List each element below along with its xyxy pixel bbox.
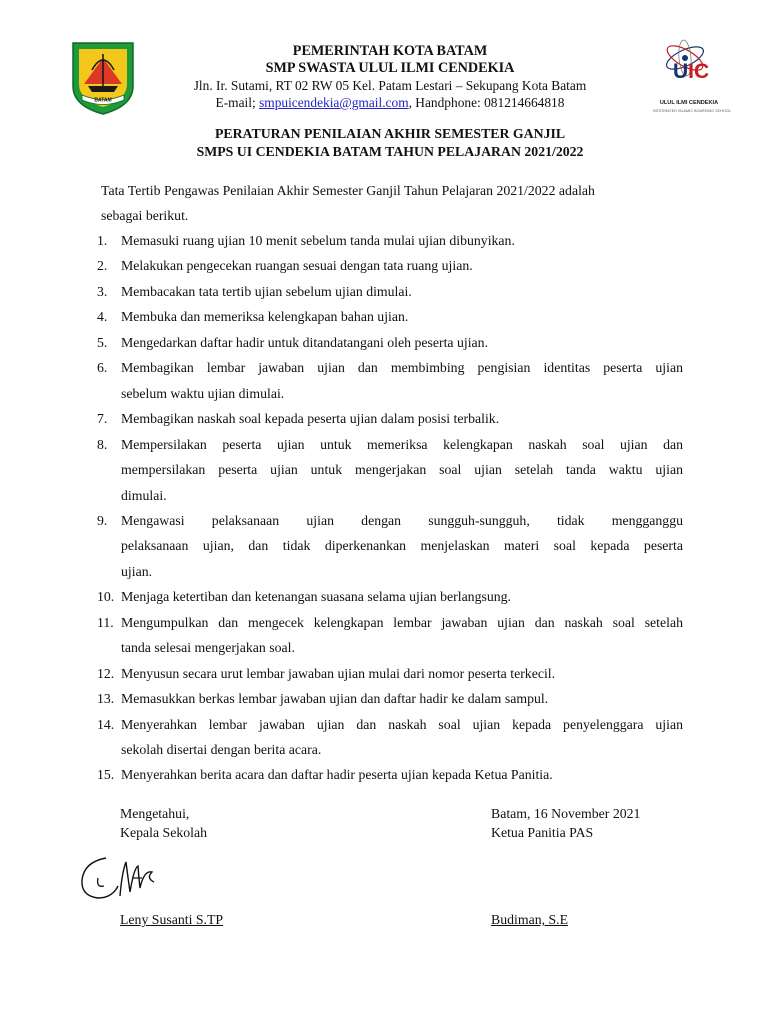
rule-number: 11.: [97, 614, 114, 630]
rule-text: Menyerahkan lembar jawaban ujian dan naskah soal ujian kepada penyelenggara ujian: [121, 716, 683, 732]
rule-number: 5.: [97, 334, 108, 350]
rule-text: mempersilakan peserta ujian untuk mengerjakan soal ujian setelah tanda waktu ujian: [121, 462, 683, 478]
rule-number: 14.: [97, 716, 115, 732]
acknowledged-label: Mengetahui,: [120, 806, 190, 821]
rule-number: 12.: [97, 665, 115, 681]
rule-text: Menyusun secara urut lembar jawaban ujian mulai dari nomor peserta terkecil.: [121, 665, 556, 681]
letterhead-school-name: SMP SWASTA ULUL ILMI CENDEKIA: [265, 60, 515, 76]
rule-number: 10.: [97, 589, 115, 605]
rule-text: Membuka dan memeriksa kelengkapan bahan ujian.: [121, 309, 409, 325]
phone-text: , Handphone: 081214664818: [408, 95, 565, 110]
rule-text: Menjaga ketertiban dan ketenangan suasana selama ujian berlangsung.: [121, 589, 511, 605]
uic-letters: UIC: [673, 60, 710, 83]
batam-crest-logo: [70, 40, 136, 116]
rule-text: Membagikan naskah soal kepada peserta ujian dalam posisi terbalik.: [121, 411, 500, 427]
handwritten-signature: [76, 848, 168, 906]
rule-number: 1.: [97, 233, 108, 248]
committee-chair-name: Budiman, S.E: [491, 912, 569, 927]
rule-number: 9.: [97, 512, 108, 528]
rule-text: Melakukan pengecekan ruangan sesuai dengan tata ruang ujian.: [121, 258, 473, 274]
rule-text: Membacakan tata tertib ujian sebelum ujian dimulai.: [121, 283, 412, 299]
rule-text: sebelum waktu ujian dimulai.: [121, 385, 285, 401]
document-title: PERATURAN PENILAIAN AKHIR SEMESTER GANJIL: [214, 126, 566, 141]
rule-text: sekolah disertai dengan berita acara.: [121, 742, 322, 757]
uic-school-logo: [653, 36, 732, 120]
rule-number: 13.: [97, 691, 115, 707]
rule-text: Mengedarkan daftar hadir untuk ditandatangani oleh peserta ujian.: [121, 334, 489, 350]
rule-number: 3.: [97, 283, 108, 299]
document-subtitle: SMPS UI CENDEKIA BATAM TAHUN PELAJARAN 2021/2022: [196, 144, 584, 159]
rule-text: tanda selesai mengerjakan soal.: [121, 640, 295, 656]
rule-text: Membagikan lembar jawaban ujian dan membimbing pengisian identitas peserta ujian: [121, 360, 683, 376]
letterhead-government: PEMERINTAH KOTA BATAM: [292, 43, 488, 59]
rule-text: Memasuki ruang ujian 10 menit sebelum tanda mulai ujian dibunyikan.: [121, 233, 515, 248]
rule-text: Mengumpulkan dan mengecek kelengkapan lembar jawaban ujian dan naskah soal setelah: [121, 614, 683, 630]
letterhead-contact: [150, 95, 630, 111]
principal-title: Kepala Sekolah: [120, 825, 207, 840]
letterhead-address: Jln. Ir. Sutami, RT 02 RW 05 Kel. Patam Lestari – Sekupang Kota Batam: [193, 78, 587, 93]
rule-number: 2.: [97, 258, 108, 274]
rule-text: Mempersilakan peserta ujian untuk memeriksa kelengkapan naskah soal ujian dan: [121, 436, 683, 452]
email-label: E-mail;: [215, 95, 260, 110]
logo-school-name: ULUL ILMI CENDEKIA: [659, 100, 719, 106]
place-date: Batam, 16 November 2021: [491, 806, 641, 821]
rule-number: 4.: [97, 309, 108, 325]
intro-text-continued: sebagai berikut.: [101, 208, 189, 223]
svg-text:BATAM: BATAM: [94, 97, 112, 104]
rule-number: 15.: [97, 767, 115, 783]
email-link[interactable]: smpuicendekia@gmail.com: [259, 95, 409, 110]
rule-text: Mengawasi pelaksanaan ujian dengan sungguh-sungguh, tidak mengganggu: [121, 512, 683, 528]
principal-name: Leny Susanti S.TP: [120, 912, 224, 927]
rule-text: Menyerahkan berita acara dan daftar hadir peserta ujian kepada Ketua Panitia.: [121, 767, 553, 783]
rule-number: 7.: [97, 411, 108, 427]
rule-text: ujian.: [121, 563, 153, 579]
intro-text: Tata Tertib Pengawas Penilaian Akhir Semester Ganjil Tahun Pelajaran 2021/2022 adalah: [101, 183, 595, 198]
rule-text: Memasukkan berkas lembar jawaban ujian dan daftar hadir ke dalam sampul.: [121, 691, 549, 707]
rule-number: 8.: [97, 436, 108, 452]
logo-tagline: INTEGRATED ISLAMIC BOARDING SCHOOL: [653, 109, 732, 113]
rule-text: dimulai.: [121, 487, 167, 503]
rule-number: 6.: [97, 360, 108, 376]
committee-chair-title: Ketua Panitia PAS: [491, 825, 594, 840]
rule-text: pelaksanaan ujian, dan tidak diperkenankan menjelaskan materi soal kepada peserta: [121, 538, 683, 554]
